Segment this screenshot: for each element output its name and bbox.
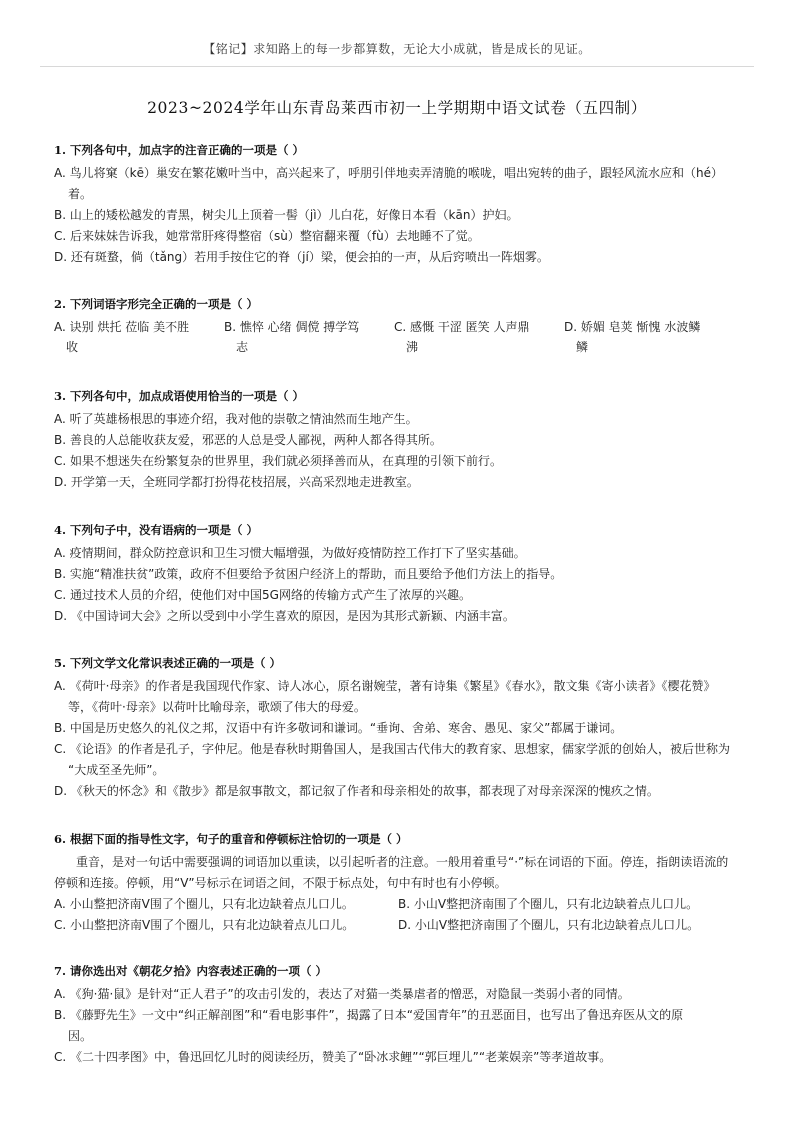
question-3-stem: 3. 下列各句中，加点成语使用恰当的一项是（ ） <box>54 389 305 403</box>
question-6-option-b: B. 小山V整把济南围了个圈儿，只有北边缺着点儿口儿。 <box>398 897 699 911</box>
page-title: 2023~2024学年山东青岛莱西市初一上学期期中语文试卷（五四制） <box>147 99 647 117</box>
question-6-option-d: D. 小山V整把济南围了个圈儿，只有北边缺着点儿口儿。 <box>398 918 700 932</box>
question-4-option-b: B. 实施“精准扶贫”政策，政府不但要给予贫困户经济上的帮助，而且要给予他们方法上的指导。 <box>54 567 563 581</box>
question-7-option-c: C. 《二十四孝图》中，鲁迅回忆儿时的阅读经历，赞美了“卧冰求鲤”“郭巨埋儿”“老莱娱亲”等孝道故事。 <box>54 1050 612 1064</box>
question-7-stem: 7. 请你选出对《朝花夕拾》内容表述正确的一项（ ） <box>54 964 328 978</box>
option-line-cont: 收 <box>66 340 79 354</box>
question-3-option-d: D. 开学第一天，全班同学都打扮得花枝招展，兴高采烈地走进教室。 <box>54 475 419 489</box>
question-1-option-d: D. 还有斑蝥，倘（tǎng）若用手按住它的脊（jí）梁，便会拍的一声，从后窍喷出一阵烟雾。 <box>54 250 549 264</box>
option-line-cont: 等，《荷叶·母亲》以荷叶比喻母亲，歌颂了伟大的母爱。 <box>68 700 366 714</box>
question-5-option-a <box>54 676 744 718</box>
question-1-option-c: C. 后来妹妹告诉我，她常常肝疼得整宿（sù）整宿翻来覆（fù）去地睡不了觉。 <box>54 229 480 243</box>
option-line: C. 《论语》的作者是孔子，字仲尼。他是春秋时期鲁国人，是我国古代伟大的教育家、思想家，儒家学派的创始人，被后世称为 <box>54 742 731 756</box>
question-1-option-a <box>54 163 744 205</box>
question-5-stem: 5. 下列文学文化常识表述正确的一项是（ ） <box>54 656 282 670</box>
option-line: A. 诀别 烘托 莅临 美不胜 <box>54 320 190 334</box>
question-4-option-c: C. 通过技术人员的介绍，使他们对中国5G网络的传输方式产生了浓厚的兴趣。 <box>54 588 471 602</box>
question-3-option-a: A. 听了英雄杨根思的事迹介绍，我对他的崇敬之情油然而生地产生。 <box>54 412 418 426</box>
option-line-cont: 沸 <box>406 340 419 354</box>
question-7-option-a: A. 《狗·猫·鼠》是针对“正人君子”的攻击引发的，表达了对猫一类暴虐者的憎恶，对隐鼠一类弱小者的同情。 <box>54 987 630 1001</box>
option-line-cont: 因。 <box>68 1029 93 1043</box>
question-4-option-a: A. 疫情期间，群众防控意识和卫生习惯大幅增强，为做好疫情防控工作打下了坚实基础。 <box>54 546 526 560</box>
question-3-option-b: B. 善良的人总能收获友爱，邪恶的人总是受人鄙视，两种人都各得其所。 <box>54 433 442 447</box>
question-2-stem: 2. 下列词语字形完全正确的一项是（ ） <box>54 297 259 311</box>
question-1-option-b: B. 山上的矮松越发的青黑，树尖儿上顶着一髻（jì）儿白花，好像日本看（kān）护妇。 <box>54 208 519 222</box>
question-6 <box>54 831 744 936</box>
question-6-option-a: A. 小山整把济南V围了个圈儿，只有北边缺着点儿口儿。 <box>54 897 354 911</box>
option-line: B. 《藤野先生》一文中“纠正解剖图”和“看电影事件”，揭露了日本“爱国青年”的丑恶面目，也写出了鲁迅弃医从文的原 <box>54 1008 684 1022</box>
question-1 <box>54 142 744 268</box>
option-line: C. 感慨 干涩 匿笑 人声鼎 <box>394 320 530 334</box>
option-line-cont: “大成至圣先师”。 <box>68 763 165 777</box>
option-line-cont: 鳞 <box>576 340 589 354</box>
question-3 <box>54 388 744 493</box>
question-1-stem: 1. 下列各句中，加点字的注音正确的一项是（ ） <box>54 143 305 157</box>
question-5-option-d: D. 《秋天的怀念》和《散步》都是叙事散文，都记叙了作者和母亲相处的故事，都表现了对母亲深深的愧疚之情。 <box>54 784 659 798</box>
option-line: A. 鸟儿将窠（kē）巢安在繁花嫩叶当中，高兴起来了，呼朋引伴地卖弄清脆的喉咙，唱出宛转的曲子，跟轻风流水应和（hé） <box>54 166 723 180</box>
question-2-option-c <box>394 317 564 357</box>
option-line: B. 憔悴 心绪 倜傥 搏学笃 <box>224 320 360 334</box>
question-4-stem: 4. 下列句子中，没有语病的一项是（ ） <box>54 523 259 537</box>
question-5 <box>54 655 744 802</box>
question-6-options-row-1 <box>54 894 744 915</box>
question-2 <box>54 296 744 357</box>
guidance-line: 停顿和连接。停顿，用“V”号标示在词语之间，不限于标点处，句中有时也有小停顿。 <box>54 876 507 890</box>
question-5-option-b: B. 中国是历史悠久的礼仪之邦，汉语中有许多敬词和谦词。“垂询、舍弟、寒舍、愚见、家父”都属于谦词。 <box>54 721 623 735</box>
question-7-option-b <box>54 1005 744 1047</box>
header-divider <box>40 66 754 67</box>
question-6-guidance <box>54 852 744 894</box>
question-2-option-b <box>224 317 394 357</box>
question-5-option-c <box>54 739 744 781</box>
question-3-option-c: C. 如果不想迷失在纷繁复杂的世界里，我们就必须择善而从，在真理的引领下前行。 <box>54 454 503 468</box>
option-line: A. 《荷叶·母亲》的作者是我国现代作家、诗人冰心，原名谢婉莹，著有诗集《繁星》《春水》，散文集《寄小读者》《樱花赞》 <box>54 679 716 693</box>
question-2-option-d <box>564 317 734 357</box>
question-6-stem: 6. 根据下面的指导性文字，句子的重音和停顿标注恰切的一项是（ ） <box>54 832 408 846</box>
option-line-cont: 志 <box>236 340 249 354</box>
question-7 <box>54 963 744 1068</box>
question-4 <box>54 522 744 627</box>
option-line-cont: 着。 <box>68 187 93 201</box>
question-4-option-d: D. 《中国诗词大会》之所以受到中小学生喜欢的原因，是因为其形式新颖、内涵丰富。 <box>54 609 515 623</box>
question-6-option-c: C. 小山整把济南V围了个圈儿，只有北边缺着点儿口儿。 <box>54 918 355 932</box>
option-line: D. 娇媚 皂荚 惭愧 水波鳞 <box>564 320 701 334</box>
question-2-option-a <box>54 317 224 357</box>
question-6-options-row-2 <box>54 915 744 936</box>
question-2-options <box>54 317 744 357</box>
motto-banner: 【铭记】求知路上的每一步都算数，无论大小成就，皆是成长的见证。 <box>203 42 591 56</box>
guidance-line: 重音，是对一句话中需要强调的词语加以重读，以引起听者的注意。一般用着重号“·”标在词语的下面。停连，指朗读语流的 <box>76 855 729 869</box>
